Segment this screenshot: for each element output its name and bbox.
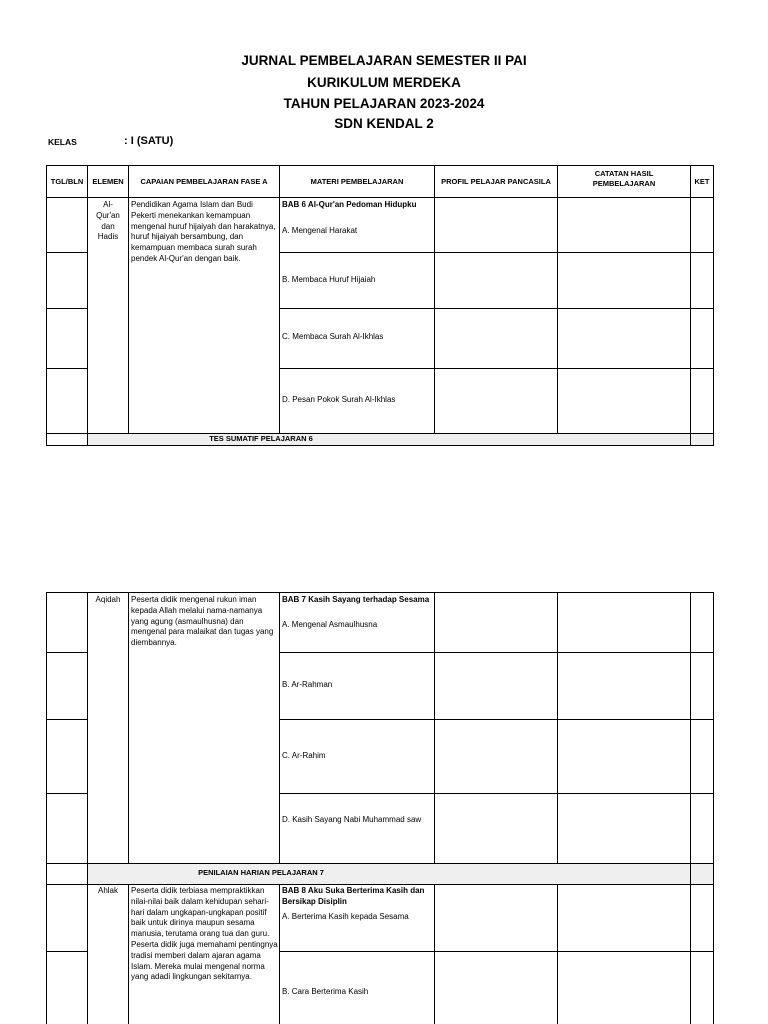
bab-title: BAB 7 Kasih Sayang terhadap Sesama <box>282 595 430 604</box>
materi-item: B. Membaca Huruf Hijaiah <box>282 275 376 284</box>
col-header-materi: MATERI PEMBELAJARAN <box>310 177 404 186</box>
curriculum-title: KURIKULUM MERDEKA <box>307 75 461 90</box>
col-header-ket: KET <box>694 177 710 186</box>
col-header-tgl: TGL/BLN <box>50 177 84 186</box>
materi-item: D. Pesan Pokok Surah Al-Ikhlas <box>282 395 396 404</box>
col-header-catatan: CATATAN HASIL PEMBELAJARAN <box>592 169 656 188</box>
materi-item: A. Berterima Kasih kepada Sesama <box>282 912 409 921</box>
materi-item: D. Kasih Sayang Nabi Muhammad saw <box>282 815 422 824</box>
materi-item: C. Ar-Rahim <box>282 751 326 760</box>
materi-item: A. Mengenal Asmaulhusna <box>282 620 378 629</box>
col-header-capaian: CAPAIAN PEMBELAJARAN FASE A <box>140 177 268 186</box>
capaian-cell: Pendidikan Agama Islam dan Budi Pekerti menekankan kemampuan mengenal huruf hijaiyah dan harakatnya, huruf hijaiyah bersambung, dan kemampuan membaca surah surah pendek Al-Qur'an dengan baik. <box>131 200 276 263</box>
kelas-label: KELAS <box>48 137 77 147</box>
capaian-cell: Peserta didik mengenal rukun iman kepada Allah melalui nama-namanya yang agung (asmaulhusna) dan mengenal para malaikat dan tugas yang diembannya. <box>131 595 274 648</box>
school-title: SDN KENDAL 2 <box>334 116 434 131</box>
materi-item: B. Ar-Rahman <box>282 680 333 689</box>
year-title: TAHUN PELAJARAN 2023-2024 <box>283 96 485 111</box>
elemen-cell: Ahlak <box>97 886 118 895</box>
summary-row-label: TES SUMATIF PELAJARAN 6 <box>209 434 313 443</box>
elemen-cell: Aqidah <box>95 595 121 604</box>
kelas-value: : I (SATU) <box>124 135 174 147</box>
col-header-profil: PROFIL PELAJAR PANCASILA <box>441 177 551 186</box>
summary-row-label: PENILAIAN HARIAN PELAJARAN 7 <box>198 868 324 877</box>
col-header-elemen: ELEMEN <box>92 177 124 186</box>
bab-title: BAB 8 Aku Suka Berterima Kasih dan Bersikap Disiplin <box>282 886 425 906</box>
materi-item: A. Mengenal Harakat <box>282 226 358 235</box>
bab-title: BAB 6 Al-Qur'an Pedoman Hidupku <box>282 200 417 209</box>
materi-item: C. Membaca Surah Al-Ikhlas <box>282 332 384 341</box>
materi-item: B. Cara Berterima Kasih <box>282 987 369 996</box>
document-title: JURNAL PEMBELAJARAN SEMESTER II PAI <box>241 53 527 68</box>
capaian-cell: Peserta didik terbiasa mempraktikkan nilai-nilai baik dalam kehidupan sehari-hari dalam ungkapan-ungkapan positif baik untuk dirinya maupun sesama manusia, terutama orang tua dan guru. Peserta didik juga memahami pentingnya tradisi memberi dalam ajaran agama Islam. Mereka mulai mengenal norma yang adadi lingkungan sekitarnya. <box>131 886 278 982</box>
elemen-cell: Al-Qur'an dan Hadis <box>96 200 120 242</box>
